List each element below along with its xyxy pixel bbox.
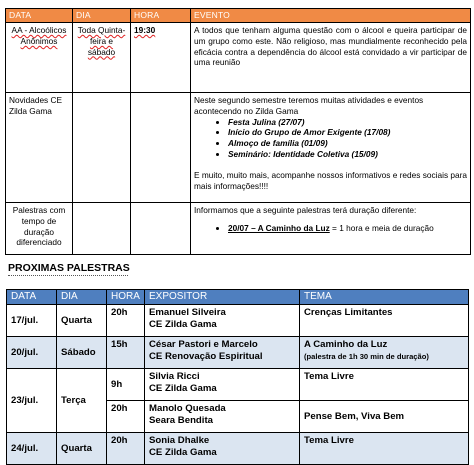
events-table [5,8,471,255]
cell-data: Novidades CE Zilda Gama [6,93,73,203]
cell-evento: A todos que tenham alguma questão com o álcool e queira participar de um grupo como este. Não religioso, mas mundialmente reconhecido pela eficácia contra a dependência do álcool está convidado a vir participar de uma reunião [191,23,471,93]
cell-data [6,23,73,93]
list-item: • Festa Julina (27/07) [228,117,467,128]
cell-expositor [145,401,300,433]
event-row-aa [6,23,471,93]
evento-intro: Neste segundo semestre teremos muitas atividades e eventos acontecendo no Zilda Gama [194,95,424,116]
evento-outro: E muito, muito mais, acompanhe nossos informativos e redes sociais para mais informações!!!! [194,169,467,191]
cell-evento [191,93,471,203]
cell-hora: 20h [107,433,145,465]
tema-title: A Caminho da Luz [304,339,388,350]
cell-tema: Crenças Limitantes [300,305,469,337]
list-item: • Início do Grupo de Amor Exigente (17/08) [228,127,467,138]
cell-data: 20/jul. [7,337,57,369]
expositor-center: CE Zilda Gama [149,319,217,330]
event-row-palestras [6,203,471,255]
expositor-name: Silvia Ricci [149,371,200,382]
header-hora: HORA [107,290,145,305]
talk-title: 20/07 – A Caminho da Luz [228,222,330,233]
cell-text: Toda Quinta-feira e sábado [77,25,126,57]
expositor-center: Seara Bendita [149,415,213,426]
talks-table [6,289,469,465]
cell-text: AA - Alcoólicos Anônimos [11,25,67,46]
expositor-center: CE Renovação Espiritual [149,351,263,362]
cell-dia [73,23,131,93]
expositor-center: CE Zilda Gama [149,447,217,458]
event-list [194,117,467,160]
table-row [7,337,469,369]
header-data: DATA [6,9,73,23]
cell-tema: Tema Livre [300,433,469,465]
cell-tema: Pense Bem, Viva Bem [300,401,469,433]
cell-hora [131,93,191,203]
cell-dia: Sábado [57,337,107,369]
event-list [194,223,467,234]
cell-hora: 9h [107,369,145,401]
cell-tema: Tema Livre [300,369,469,401]
cell-dia: Terça [57,369,107,433]
table-row [7,433,469,465]
event-row-novidades [6,93,471,203]
list-item: • Seminário: Identidade Coletiva (15/09) [228,149,467,160]
tema-note: (palestra de 1h 30 min de duração) [304,352,429,361]
header-data: DATA [7,290,57,305]
header-dia: DIA [57,290,107,305]
expositor-name: Emanuel Silveira [149,307,226,318]
section-title: PROXIMAS PALESTRAS [8,262,130,274]
cell-dia: Quarta [57,305,107,337]
table-row [7,369,469,401]
cell-dia: Quarta [57,433,107,465]
cell-hora [131,23,191,93]
cell-data: 23/jul. [7,369,57,433]
header-tema: TEMA [300,290,469,305]
expositor-center: CE Zilda Gama [149,383,217,394]
cell-evento [191,203,471,255]
cell-hora: 20h [107,401,145,433]
cell-expositor [145,305,300,337]
events-header-row [6,9,471,23]
cell-hora: 15h [107,337,145,369]
cell-text: 19:30 [134,25,156,35]
talk-duration: = 1 hora e meia de duração [329,222,434,233]
cell-hora [131,203,191,255]
cell-data: Palestras com tempo de duração diferenciado [6,203,73,255]
list-item: • Almoço de família (01/09) [228,138,467,149]
expositor-name: César Pastori e Marcelo [149,339,258,350]
cell-dia [73,93,131,203]
section-title-underline [8,275,128,276]
header-dia: DIA [73,9,131,23]
expositor-name: Manolo Quesada [149,403,226,414]
cell-dia [73,203,131,255]
cell-expositor [145,337,300,369]
cell-data: 24/jul. [7,433,57,465]
header-expositor: EXPOSITOR [145,290,300,305]
expositor-name: Sonia Dhalke [149,435,210,446]
cell-hora: 20h [107,305,145,337]
list-item [228,223,467,234]
header-evento: EVENTO [191,9,471,23]
cell-expositor [145,433,300,465]
evento-intro: Informamos que a seguinte palestras terá duração diferente: [194,205,417,215]
talks-header-row [7,290,469,305]
cell-data: 17/jul. [7,305,57,337]
table-row [7,305,469,337]
cell-expositor [145,369,300,401]
header-hora: HORA [131,9,191,23]
cell-tema [300,337,469,369]
